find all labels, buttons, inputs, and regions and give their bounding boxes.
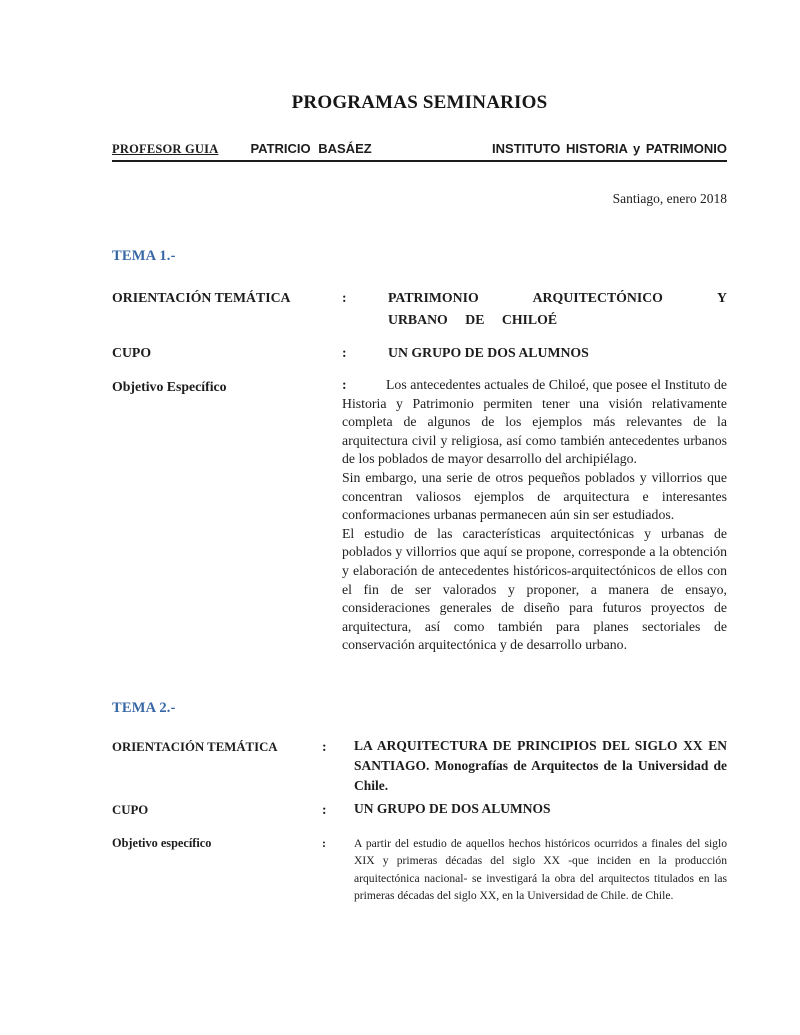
- tema-1-section: [112, 247, 727, 655]
- professor-name: PATRICIO BASÁEZ: [250, 141, 372, 156]
- tema-2-orientacion-value: LA ARQUITECTURA DE PRINCIPIOS DEL SIGLO XX EN SANTIAGO. Monografías de Arquitectos de la Universidad de Chile.: [354, 737, 727, 793]
- tema-2-cupo-row: [112, 799, 727, 821]
- dateline: Santiago, enero 2018: [612, 191, 727, 206]
- tema-2-objetivo-row: [112, 835, 727, 905]
- tema-1-objetivo-colon: :: [342, 377, 347, 392]
- tema-1-cupo-row: [112, 342, 727, 364]
- tema-1-heading: TEMA 1.-: [112, 248, 176, 264]
- tema-2-cupo-value: UN GRUPO DE DOS ALUMNOS: [354, 800, 551, 816]
- tema-1-cupo-value: UN GRUPO DE DOS ALUMNOS: [388, 345, 589, 360]
- tema-1-cupo-label: CUPO: [112, 345, 152, 360]
- tema-1-objetivo-text: [342, 376, 727, 655]
- tema-1-objetivo-paragraph-1: [342, 376, 727, 469]
- tema-2-section: [112, 699, 727, 905]
- tema-2-orientacion-label: ORIENTACIÓN TEMÁTICA: [112, 739, 278, 754]
- professor-guide-label: PROFESOR GUIA: [112, 142, 219, 156]
- tema-1-objetivo-label: Objetivo Específico: [112, 379, 227, 394]
- tema-1-orientacion-value: PATRIMONIO ARQUITECTÓNICO Y URBANO DE CHILOÉ: [388, 290, 727, 327]
- tema-1-objetivo-paragraph-1-text: Los antecedentes actuales de Chiloé, que posee el Instituto de Historia y Patrimonio permiten tener una visión relativamente completa de algunos de los ejemplos más relevantes de la arquitectura civil y religiosa, así como también antecedentes urbanos de los poblados de mayor desarrollo del archipiélago.: [342, 377, 727, 467]
- tema-1-orientacion-label: ORIENTACIÓN TEMÁTICA: [112, 290, 291, 305]
- institute-name: INSTITUTO HISTORIA y PATRIMONIO: [492, 141, 727, 156]
- tema-1-orientacion-colon: :: [342, 290, 347, 305]
- tema-1-objetivo-row: [112, 376, 727, 655]
- document-title: PROGRAMAS SEMINARIOS: [291, 92, 548, 113]
- tema-2-heading: TEMA 2.-: [112, 699, 176, 716]
- tema-1-orientacion-row: [112, 287, 727, 331]
- tema-1-objetivo-paragraph-3: El estudio de las características arquitectónicas y urbanas de poblados y villorrios que aquí se propone, corresponde a la obtención y elaboración de antecedentes históricos-arquitectónicos de ellos con el fin de ser valorados y proponer, a manera de ensayo, consideraciones generales de diseño para futuros proyectos de arquitectura, así como también para planes sectoriales de conservación arquitectónica y de desarrollo urbano.: [342, 525, 727, 653]
- tema-2-objetivo-label: Objetivo específico: [112, 835, 212, 850]
- professor-guide-row: [112, 141, 727, 162]
- tema-2-cupo-label: CUPO: [112, 802, 149, 817]
- tema-2-orientacion-colon: :: [322, 738, 327, 754]
- tema-1-objetivo-paragraph-2: Sin embargo, una serie de otros pequeños poblados y villorrios que concentran valiosos ejemplos de arquitectura e interesantes conformaciones urbanas permanecen aún sin ser estudiados.: [342, 469, 727, 523]
- tema-2-objetivo-colon: :: [322, 835, 326, 850]
- tema-2-objetivo-text: [354, 835, 727, 905]
- tema-2-orientacion-row: [112, 736, 727, 796]
- tema-1-cupo-colon: :: [342, 345, 347, 360]
- tema-2-cupo-colon: :: [322, 801, 327, 817]
- tema-2-objetivo-paragraph-1: A partir del estudio de aquellos hechos históricos ocurridos a finales del siglo XIX y primeras décadas del siglo XX -que inciden en la producción arquitectónica nacional- se investigará la obra del arquitectos titulados en las primeras décadas del siglo XX, en la Universidad de Chile. de Chile.: [354, 836, 727, 903]
